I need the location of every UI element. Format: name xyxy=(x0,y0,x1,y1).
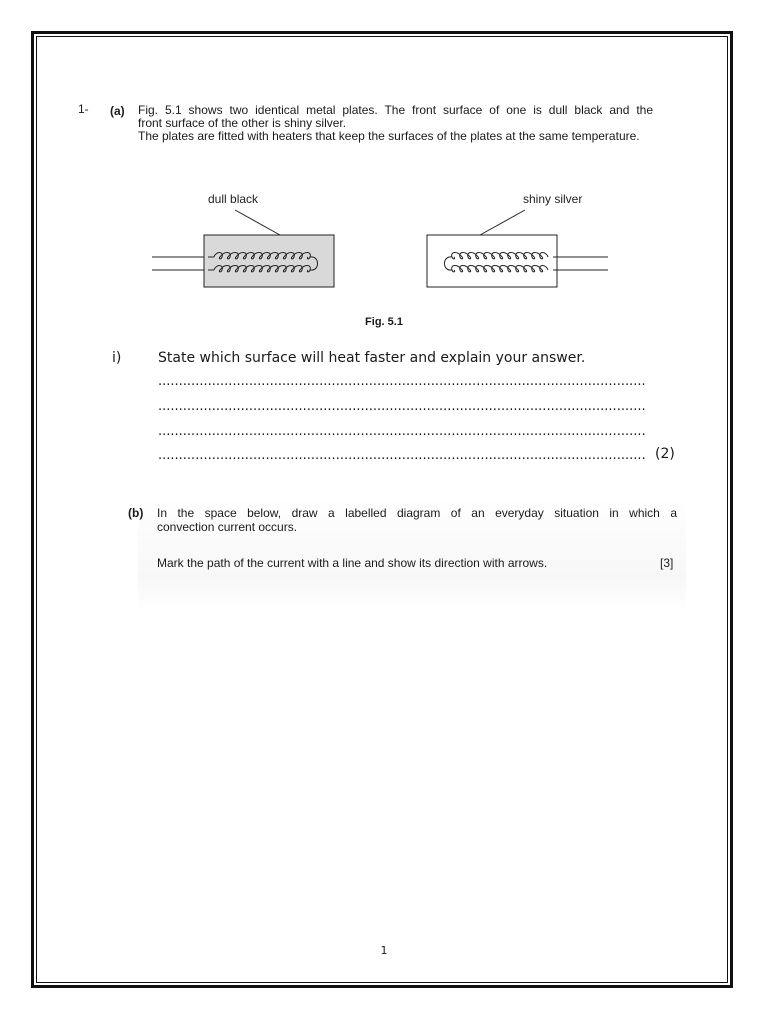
sub-question-i-marks: (2) xyxy=(655,446,675,462)
part-b-line-1: In the space below, draw a labelled diagram of an everyday situation in which a xyxy=(157,506,677,520)
dull-black-label: dull black xyxy=(208,192,259,206)
part-b-line-2: convection current occurs. xyxy=(157,520,298,534)
shiny-silver-label: shiny silver xyxy=(523,192,583,206)
shiny-silver-plate xyxy=(427,235,557,287)
part-b-instruction: Mark the path of the current with a line and show its direction with arrows. xyxy=(157,556,548,570)
figure-caption: Fig. 5.1 xyxy=(365,316,403,328)
part-b-label: (b) xyxy=(128,506,144,520)
sub-question-i-text: State which surface will heat faster and explain your answer. xyxy=(158,350,586,366)
part-a-label: (a) xyxy=(110,104,125,118)
answer-line-2[interactable]: ...................................................................................................................... xyxy=(158,399,646,414)
shiny-silver-pointer xyxy=(480,210,525,235)
part-a-paragraph xyxy=(138,104,653,143)
question-number: 1- xyxy=(78,102,89,116)
dull-black-plate xyxy=(204,235,334,287)
part-a-line-2: front surface of the other is shiny silver. xyxy=(138,116,347,130)
dull-black-pointer xyxy=(235,210,280,235)
answer-line-3[interactable]: ...................................................................................................................... xyxy=(158,424,646,439)
part-a-line-1: Fig. 5.1 shows two identical metal plates. The front surface of one is dull black and the xyxy=(138,103,653,117)
part-b-marks: [3] xyxy=(660,556,674,570)
page-number: 1 xyxy=(380,944,388,957)
answer-line-4[interactable]: ...................................................................................................................... xyxy=(158,448,646,463)
part-b-paragraph xyxy=(157,506,677,534)
sub-question-i-label: i) xyxy=(112,350,122,366)
fig-5-1-diagram xyxy=(140,190,620,310)
part-a-line-3: The plates are fitted with heaters that keep the surfaces of the plates at the same temperature. xyxy=(138,129,640,143)
answer-line-1[interactable]: ...................................................................................................................... xyxy=(158,374,646,389)
